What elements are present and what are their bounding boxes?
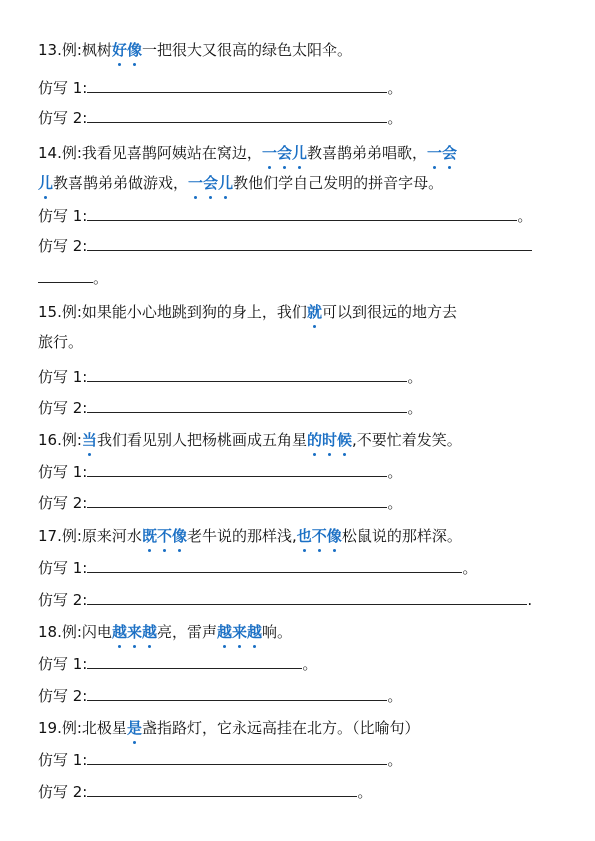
sentence-text: 盏指路灯，它永远高挂在北方。（比喻句） [141,719,420,737]
sentence-text: 枫树 [81,41,112,59]
sentence-text: 闪电 [81,623,112,641]
answer-blank[interactable] [87,367,407,382]
sentence-end-punct: . [527,591,533,609]
keyword-highlight [127,719,142,737]
sentence-end-punct: 。 [387,494,403,512]
copy-label: 仿写 2: [38,109,88,127]
keyword-char: 既 [141,527,157,545]
sentence-text: 一把很大又很高的绿色太阳伞。 [141,41,352,59]
sentence-end-punct: 。 [387,463,403,481]
keyword-char: 像 [126,41,142,59]
sentence-end-punct: 。 [407,368,423,386]
example-sentence-line [38,526,462,546]
copy-line [38,367,422,387]
sentence-end-punct: 。 [387,751,403,769]
sentence-end-punct: 。 [387,79,403,97]
keyword-char: 像 [326,527,342,545]
exercise-number: 15. [38,303,62,321]
copy-line [38,493,402,513]
keyword-char: 时 [321,431,337,449]
sentence-text: 亮，雷声 [156,623,217,641]
sentence-text: 如果能小心地跳到狗的身上，我们 [81,303,307,321]
exercise-number: 18. [38,623,62,641]
example-label: 例: [61,623,82,641]
answer-blank[interactable] [87,398,407,413]
copy-label: 仿写 1: [38,79,88,97]
copy-label: 仿写 1: [38,463,88,481]
exercise-number: 14. [38,144,62,162]
copy-line [38,558,477,578]
example-label: 例: [61,303,82,321]
keyword-char: 来 [126,623,142,641]
copy-line [38,78,402,98]
answer-blank[interactable] [87,590,527,605]
copy-label: 仿写 2: [38,237,88,255]
exercise-number: 13. [38,41,62,59]
sentence-text: 响。 [262,623,293,641]
example-sentence-line [38,40,352,60]
keyword-char: 候 [336,431,352,449]
sentence-end-punct: 。 [93,269,109,287]
keyword-highlight [307,431,352,449]
sentence-text: 教喜鹊弟弟唱歌， [306,144,427,162]
example-label: 例: [61,41,82,59]
sentence-text: 我看见喜鹊阿姨站在窝边， [81,144,262,162]
sentence-text: 原来河水 [81,527,142,545]
copy-label: 仿写 1: [38,655,88,673]
sentence-text: 旅行。 [38,333,84,351]
copy-line [38,590,532,610]
keyword-highlight [307,303,322,321]
copy-label: 仿写 2: [38,591,88,609]
example-label: 例: [61,144,82,162]
keyword-highlight [297,527,342,545]
keyword-char: 儿 [38,174,54,192]
copy-line [38,108,402,128]
keyword-highlight [427,144,457,162]
keyword-char: 会 [203,174,219,192]
sentence-text: 老牛说的那样浅, [186,527,297,545]
keyword-highlight [38,174,53,192]
example-label: 例: [61,431,82,449]
example-sentence-line [38,430,462,450]
copy-label: 仿写 1: [38,751,88,769]
keyword-char: 当 [81,431,97,449]
copy-line [38,398,422,418]
keyword-char: 也 [296,527,312,545]
keyword-highlight [112,623,157,641]
keyword-char: 越 [247,623,263,641]
answer-blank[interactable] [87,108,387,123]
sentence-text: 教喜鹊弟弟做游戏， [53,174,189,192]
sentence-text: 可以到很远的地方去 [321,303,457,321]
copy-line [38,750,402,770]
copy-label: 仿写 2: [38,399,88,417]
keyword-char: 越 [217,623,233,641]
copy-label: 仿写 1: [38,207,88,225]
keyword-char: 好 [111,41,127,59]
copy-line [38,236,532,256]
sentence-end-punct: 。 [387,109,403,127]
answer-blank[interactable] [38,268,93,283]
example-sentence-line [38,143,457,163]
example-label: 例: [61,527,82,545]
answer-blank[interactable] [87,462,387,477]
keyword-char: 不 [311,527,327,545]
exercise-number: 17. [38,527,62,545]
copy-line [38,686,402,706]
answer-blank[interactable] [87,686,387,701]
keyword-char: 不 [156,527,172,545]
copy-line [38,654,317,674]
answer-blank[interactable] [87,206,517,221]
sentence-text: 教他们学自己发明的拼音字母。 [233,174,444,192]
example-sentence-line [38,173,443,193]
keyword-highlight [112,41,142,59]
answer-blank[interactable] [87,782,357,797]
sentence-end-punct: 。 [407,399,423,417]
keyword-highlight [217,623,262,641]
answer-blank[interactable] [87,654,302,669]
keyword-char: 像 [171,527,187,545]
example-sentence-line [38,622,292,642]
example-sentence-line [38,332,83,352]
answer-blank[interactable] [87,750,387,765]
sentence-text: 北极星 [81,719,127,737]
copy-line [38,268,108,288]
answer-blank[interactable] [87,558,462,573]
sentence-text: 松鼠说的那样深。 [341,527,462,545]
sentence-end-punct: 。 [387,687,403,705]
keyword-char: 是 [126,719,142,737]
keyword-char: 一 [188,174,204,192]
keyword-char: 就 [306,303,322,321]
keyword-char: 一 [427,144,443,162]
keyword-highlight [82,431,97,449]
answer-blank[interactable] [87,78,387,93]
sentence-end-punct: 。 [517,207,533,225]
keyword-char: 儿 [218,174,234,192]
exercise-number: 16. [38,431,62,449]
example-sentence-line [38,302,457,322]
keyword-char: 的 [306,431,322,449]
sentence-end-punct: 。 [462,559,478,577]
copy-label: 仿写 1: [38,368,88,386]
sentence-end-punct: 。 [302,655,318,673]
keyword-char: 一 [261,144,277,162]
keyword-char: 越 [141,623,157,641]
keyword-highlight [142,527,187,545]
keyword-char: 来 [232,623,248,641]
answer-blank[interactable] [87,493,387,508]
exercise-number: 19. [38,719,62,737]
copy-label: 仿写 1: [38,559,88,577]
answer-blank[interactable] [87,236,532,251]
sentence-text: ,不要忙着发笑。 [352,431,462,449]
sentence-text: 我们看见别人把杨桃画成五角星 [96,431,307,449]
keyword-highlight [262,144,307,162]
keyword-char: 会 [276,144,292,162]
copy-label: 仿写 2: [38,783,88,801]
keyword-char: 儿 [291,144,307,162]
example-label: 例: [61,719,82,737]
keyword-char: 会 [442,144,458,162]
keyword-char: 越 [111,623,127,641]
keyword-highlight [188,174,233,192]
copy-label: 仿写 2: [38,494,88,512]
copy-line [38,782,372,802]
example-sentence-line [38,718,419,738]
copy-line [38,206,532,226]
copy-label: 仿写 2: [38,687,88,705]
copy-line [38,462,402,482]
sentence-end-punct: 。 [357,783,373,801]
